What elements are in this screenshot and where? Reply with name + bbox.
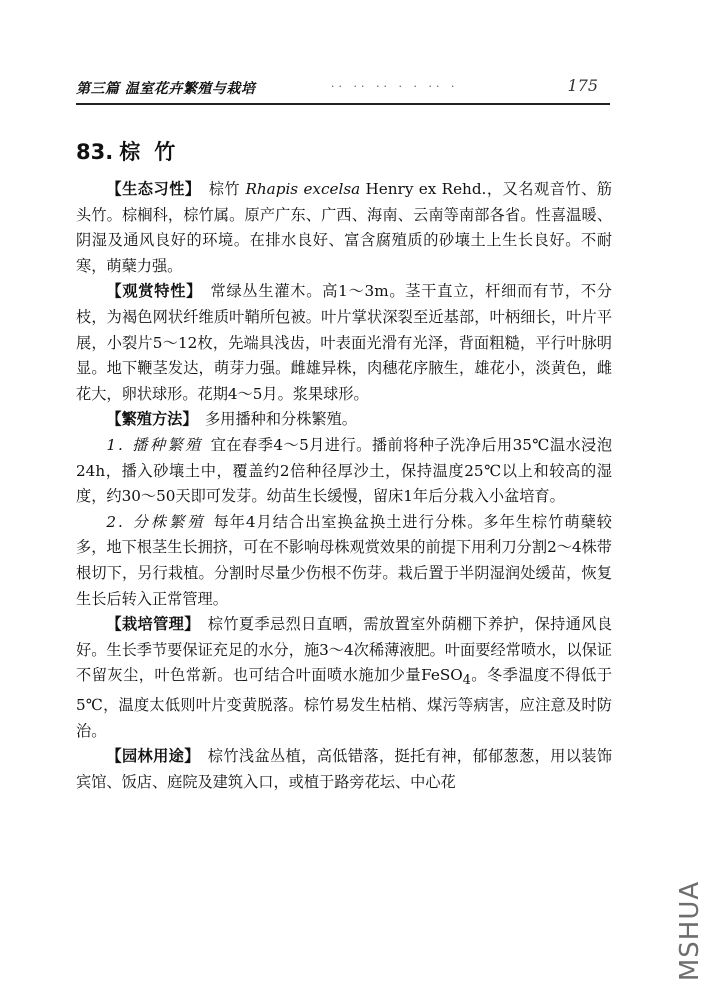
header-rule xyxy=(76,103,610,105)
cultivation-paragraph xyxy=(76,612,612,744)
landscape-paragraph xyxy=(76,744,612,795)
ornamental-paragraph xyxy=(76,279,612,407)
page-number: 175 xyxy=(567,76,598,95)
division-paragraph xyxy=(76,510,612,612)
entry-title xyxy=(76,136,189,166)
body-text xyxy=(76,177,612,795)
ornamental-label: 【观赏特性】 xyxy=(106,282,195,301)
header-dots: ·· ·· ·· · · ·· · xyxy=(331,80,459,93)
watermark-text: MSHUA xyxy=(675,880,705,982)
propagation-text: 多用播种和分株繁殖。 xyxy=(205,410,357,429)
propagation-paragraph xyxy=(76,407,612,433)
division-label: 2. 分株繁殖 xyxy=(106,512,206,531)
ecology-paragraph xyxy=(76,177,612,279)
cultivation-label: 【栽培管理】 xyxy=(106,615,193,634)
ecology-text-lead: 棕竹 xyxy=(208,180,241,198)
sowing-text: 宜在春季4～5月进行。播前将种子洗净后用35℃温水浸泡24h，播入砂壤土中，覆盖约2倍种径厚沙土，保持温度25℃以上和较高的湿度，约30～50天即可发芽。幼苗生长缓慢，留床1年后分栽入小盆培育。 xyxy=(76,435,613,506)
division-text: 每年4月结合出室换盆换土进行分株。多年生棕竹萌蘖较多，地下根茎生长拥挤，可在不影响母株观赏效果的前提下用利刀分割2～4株带根切下，另行栽植。分割时尽量少伤根不伤芽。栽后置于半阴湿润处缓苗，恢复生长后转入正常管理。 xyxy=(76,512,612,608)
ornamental-text: 常绿丛生灌木。高1～3m。茎干直立，杆细而有节，不分枝，为褐色网状纤维质叶鞘所包被。叶片掌状深裂至近基部，叶柄细长，叶片平展，小裂片5～12枚，先端具浅齿，叶表面光滑有光泽，背面粗糙，平行叶脉明显。地下鞭茎发达，萌芽力强。雌雄异株，肉穗花序腋生，雄花小，淡黄色，雌花大，卵状球形。花期4～5月。浆果球形。 xyxy=(76,282,612,403)
ecology-label: 【生态习性】 xyxy=(106,180,193,198)
cultivation-text: 棕竹夏季忌烈日直晒，需放置室外荫棚下养护，保持通风良好。生长季节要保证充足的水分，施3～4次稀薄液肥。叶面要经常喷水，以保证不留灰尘，叶色常新。也可结合叶面喷水施加少量FeSO xyxy=(76,615,613,685)
entry-name: 棕竹 xyxy=(119,140,190,164)
entry-number: 83. xyxy=(76,140,114,164)
sowing-paragraph xyxy=(76,433,612,510)
cultivation-subscript: 4 xyxy=(462,672,471,688)
propagation-label: 【繁殖方法】 xyxy=(106,410,190,429)
cultivation-text-end: 。冬季温度不得低于5℃，温度太低则叶片变黄脱落。棕竹易发生枯梢、煤污等病害，应注意及时防治。 xyxy=(76,666,613,740)
watermark xyxy=(677,871,703,991)
running-header xyxy=(76,78,606,102)
running-title: 第三篇 温室花卉繁殖与栽培 xyxy=(76,81,256,97)
sowing-label: 1. 播种繁殖 xyxy=(106,435,203,454)
ecology-text: Henry ex Rehd.，又名观音竹、筋头竹。棕榈科，棕竹属。原产广东、广西、海南、云南等南部各省。性喜温暖、阴湿及通风良好的环境。在排水良好、富含腐殖质的砂壤土上生长良好。不耐寒，萌蘖力强。 xyxy=(76,180,612,275)
scientific-name: Rhapis excelsa xyxy=(245,180,361,198)
landscape-text: 棕竹浅盆丛植，高低错落，挺托有神，郁郁葱葱，用以装饰宾馆、饭店、庭院及建筑入口，或植于路旁花坛、中心花 xyxy=(76,747,613,791)
landscape-label: 【园林用途】 xyxy=(106,747,193,766)
